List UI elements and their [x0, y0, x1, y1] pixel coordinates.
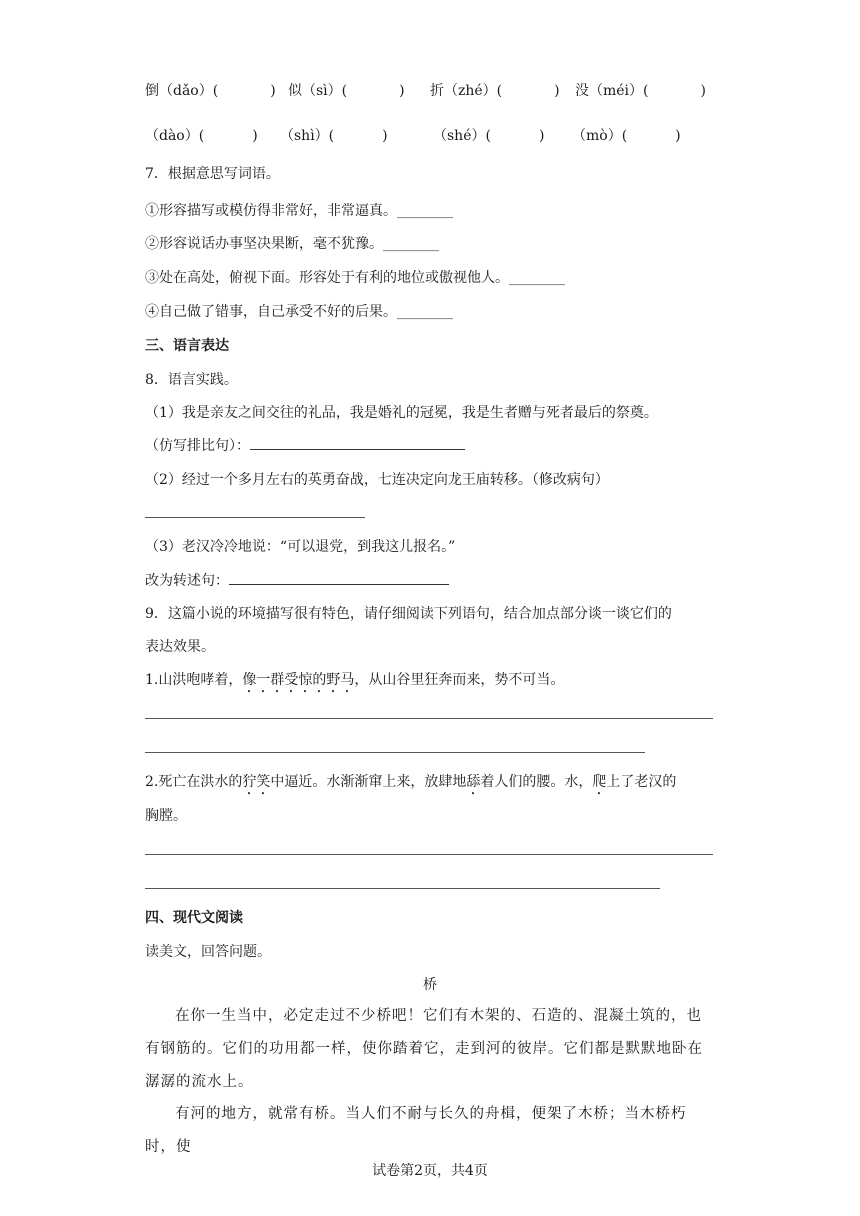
reading-intro: 读美文，回答问题。	[145, 944, 271, 960]
close-paren: )	[252, 128, 258, 144]
answer-blank[interactable]	[649, 81, 701, 95]
answer-line[interactable]	[145, 752, 645, 753]
question-7-item: ④自己做了错事，自己承受不好的后果。________	[145, 304, 453, 320]
pinyin-label: 似（sì）(	[288, 83, 348, 99]
pinyin-item	[288, 80, 405, 100]
close-paren: )	[554, 83, 560, 99]
close-paren: )	[399, 83, 405, 99]
answer-line[interactable]	[145, 517, 365, 518]
answer-blank[interactable]	[627, 126, 675, 140]
question-7-title: 7．根据意思写词语。	[145, 166, 280, 182]
prompt-label: （仿写排比句）：	[145, 438, 250, 454]
answer-line[interactable]	[145, 854, 713, 855]
question-9-sentence-2-cont: 胸膛。	[145, 808, 187, 824]
answer-blank[interactable]	[502, 81, 554, 95]
pinyin-label: （dào）(	[145, 128, 205, 144]
pinyin-item	[145, 80, 276, 100]
sentence-text: 2.死亡在洪水的	[145, 774, 243, 790]
reading-title: 桥	[423, 977, 437, 993]
question-8-part3: （3）老汉冷冷地说：“可以退党，到我这儿报名。”	[145, 539, 456, 555]
sentence-text: 1.山洪咆哮着，	[145, 672, 243, 688]
answer-blank[interactable]	[204, 126, 252, 140]
question-8-title: 8．语言实践。	[145, 372, 238, 388]
question-8-part3-prompt	[145, 570, 449, 590]
page-footer: 试卷第2页，共4页	[372, 1163, 488, 1179]
sentence-text: ，从山谷里狂奔而来，势不可当。	[354, 672, 565, 688]
answer-line[interactable]	[145, 888, 660, 889]
answer-blank[interactable]	[347, 81, 399, 95]
pinyin-item	[433, 125, 544, 145]
answer-blank[interactable]	[218, 81, 270, 95]
pinyin-item	[145, 125, 258, 145]
close-paren: )	[538, 128, 545, 144]
pinyin-label: （shé）(	[433, 128, 491, 144]
sentence-text: 着人们的腰。水，	[480, 774, 593, 790]
answer-blank[interactable]	[229, 570, 449, 585]
pinyin-item	[280, 125, 388, 145]
pinyin-label: （mò）(	[572, 128, 628, 144]
answer-blank[interactable]	[334, 126, 382, 140]
pinyin-item	[575, 80, 706, 100]
question-9-title-cont: 表达效果。	[145, 639, 215, 655]
reading-paragraph: 在你一生当中，必定走过不少桥吧！它们有木架的、石造的、混凝土筑的，也有钢筋的。它们的功用都一样，使你踏着它，走到河的彼岸。它们都是默默地卧在潺潺的流水上。	[145, 1008, 703, 1090]
question-9-sentence-2	[145, 771, 676, 798]
sentence-text: 中逼近。水渐渐窜上来，放肆地	[270, 774, 467, 790]
question-7-item: ①形容描写或模仿得非常好，非常逼真。________	[145, 203, 453, 219]
answer-line[interactable]	[145, 718, 713, 719]
question-8-part1: （1）我是亲友之间交往的礼品，我是婚礼的冠冕，我是生者赠与死者最后的祭奠。	[145, 405, 658, 421]
pinyin-item	[430, 80, 560, 100]
close-paren: )	[675, 128, 681, 144]
answer-blank[interactable]	[250, 435, 465, 450]
close-paren: )	[270, 83, 276, 99]
question-9-sentence-1	[145, 669, 564, 696]
question-7-item: ②形容说话办事坚决果断，毫不犹豫。________	[145, 236, 439, 252]
close-paren: )	[382, 128, 388, 144]
reading-paragraph: 有河的地方，就常有桥。当人们不耐与长久的舟楫，便架了木桥；当木桥朽时，使	[145, 1106, 687, 1155]
pinyin-label: （shì）(	[280, 128, 335, 144]
question-7-item: ③处在高处，俯视下面。形容处于有利的地位或傲视他人。________	[145, 270, 565, 286]
section-heading: 四、现代文阅读	[145, 910, 243, 926]
emphasized-text: 舔	[466, 774, 481, 790]
question-9-title: 9．这篇小说的环境描写很有特色，请仔细阅读下列语句，结合加点部分谈一谈它们的	[145, 606, 672, 622]
question-8-part1-prompt	[145, 435, 465, 455]
answer-blank[interactable]	[491, 126, 539, 140]
close-paren: )	[700, 83, 706, 99]
emphasized-text: 像一群受惊的野马	[242, 672, 355, 688]
section-heading: 三、语言表达	[145, 338, 229, 354]
emphasized-text: 狞笑	[242, 774, 271, 790]
pinyin-item	[572, 125, 681, 145]
emphasized-text: 爬	[592, 774, 607, 790]
pinyin-label: 没（méi）(	[575, 83, 649, 99]
question-8-part2: （2）经过一个多月左右的英勇奋战，七连决定向龙王庙转移。（修改病句）	[145, 472, 609, 488]
prompt-label: 改为转述句：	[145, 573, 229, 589]
pinyin-label: 折（zhé）(	[430, 83, 503, 99]
sentence-text: 上了老汉的	[606, 774, 677, 790]
pinyin-label: 倒（dǎo）(	[145, 83, 219, 99]
